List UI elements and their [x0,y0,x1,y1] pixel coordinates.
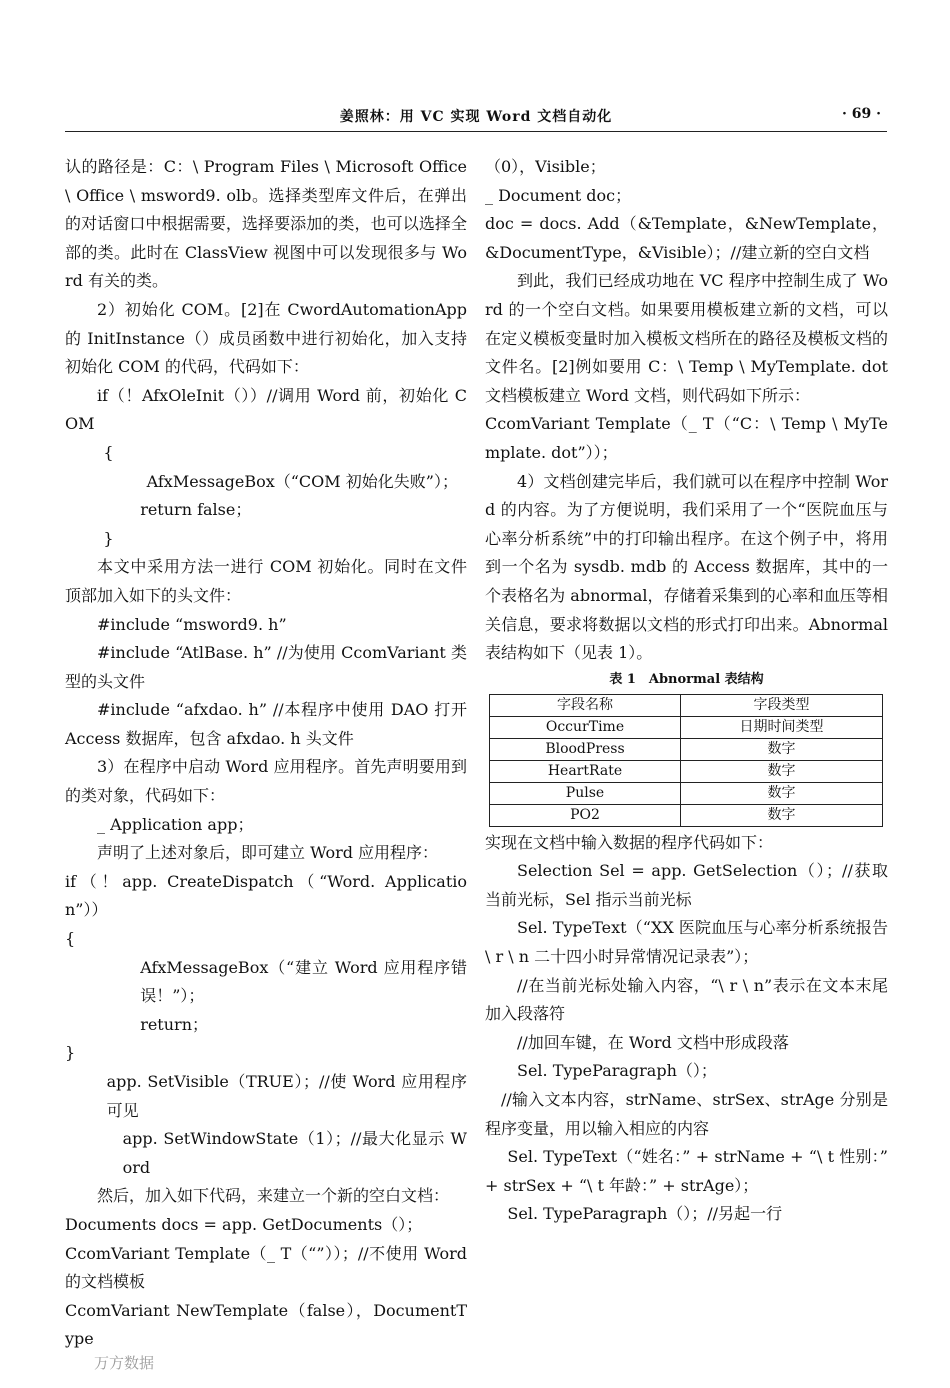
paragraph: 然后，加入如下代码，来建立一个新的空白文档： [97,1186,450,1206]
table-cell: PO2 [490,804,681,826]
paragraph: 到此，我们已经成功地在 VC 程序中控制生成了 Word 的一个空白文档。如果要用模板建立新的文档，可以在定义模板变量时加入模板文档所在的路径及模板文档的文件名。[2]例如要用 C：\ Temp \ MyTemplate. dot 文档模板建立 Word 文档，则代码如下所示： [485,271,888,405]
page-header [65,104,887,132]
paragraph: 4）文档创建完毕后，我们就可以在程序中控制 Word 的内容。为了方便说明，我们采用了一个“医院血压与心率分析系统”中的打印输出程序。在这个例子中，将用到一个名为 sysdb. mdb 的 Access 数据库，其中的一个表格名为 abnormal，存储着采集到的心率和血压等相关信息，要求将数据以文档的形式打印出来。Abnormal 表结构如下（见表 1）。 [485,471,888,663]
code-brace: { [65,929,76,949]
table-cell: BloodPress [490,738,681,760]
running-title: 姜照林：用 VC 实现 Word 文档自动化 [339,109,613,125]
code-line: Selection Sel = app. GetSelection（）；//获取当前光标，Sel 指示当前光标 [485,861,888,909]
table-cell: 数字 [680,760,882,782]
watermark: 万方数据 [94,1354,155,1372]
code-comment: //加回车键，在 Word 文档中形成段落 [517,1032,789,1052]
code-line: if（！AfxOleInit（））//调用 Word 前，初始化 COM [65,385,467,434]
paragraph: 声明了上述对象后，即可建立 Word 应用程序： [97,843,439,863]
code-line: AfxMessageBox（“建立 Word 应用程序错误！”）； [140,957,467,1006]
table-caption: 表 1 Abnormal 表结构 [609,671,764,687]
code-brace: { [103,442,114,462]
code-line: Sel. TypeParagraph（）；//另起一行 [507,1204,783,1224]
code-line: CcomVariant NewTemplate（false），DocumentType [65,1300,467,1349]
page-number: · 69 · [842,106,881,122]
table-row [490,716,883,738]
code-line: return； [140,1014,208,1034]
table-cell: Pulse [490,782,681,804]
table-header-cell: 字段类型 [680,694,882,716]
code-line: Documents docs = app. GetDocuments（）； [65,1214,423,1234]
left-column [65,153,467,1354]
code-line: #include “afxdao. h” //本程序中使用 DAO 打开 Access 数据库，包含 afxdao. h 头文件 [65,700,467,748]
table-row [490,804,883,826]
code-line: Sel. TypeText（“XX 医院血压与心率分析系统报告 \ r \ n 二十四小时异常情况记录表”）； [485,918,888,967]
table-row [490,738,883,760]
code-line: return false； [140,500,252,520]
header-rule [65,131,887,132]
paragraph: 认的路径是：C：\ Program Files \ Microsoft Office \ Office \ msword9. olb。选择类型库文件后，在弹出的对话窗口中根据需要，选择要添加的类，也可以选择全部的类。此时在 ClassView 视图中可以发现很多与 Word 有关的类。 [65,157,467,291]
paragraph: 3）在程序中启动 Word 应用程序。首先声明要用到的类对象，代码如下： [65,757,467,806]
code-brace: } [65,1043,76,1063]
code-line: _ Application app； [97,814,254,834]
table-cell: HeartRate [490,760,681,782]
code-comment: //输入文本内容，strName、strSex、strAge 分别是程序变量，用以输入相应的内容 [485,1090,888,1138]
code-comment: //在当前光标处输入内容，“\ r \ n”表示在文本末尾加入段落符 [485,975,888,1024]
code-line: Sel. TypeText（“姓名：” + strName + “\ t 性别：” + strSex + “\ t 年龄：” + strAge）； [485,1147,888,1195]
code-line: Sel. TypeParagraph（）； [517,1061,717,1081]
code-line: AfxMessageBox（“COM 初始化失败”）； [146,471,458,491]
table-cell: 日期时间类型 [680,716,882,738]
table-header-row [490,694,883,716]
paragraph: 本文中采用方法一进行 COM 初始化。同时在文件顶部加入如下的头文件： [65,557,467,605]
code-line: doc = docs. Add（&Template，&NewTemplate，&DocumentType，&Visible）；//建立新的空白文档 [485,214,888,262]
table-row [490,760,883,782]
table-cell: 数字 [680,782,882,804]
paragraph: 实现在文档中输入数据的程序代码如下： [485,832,774,852]
code-line: app. SetWindowState（1）；//最大化显示 Word [122,1129,467,1177]
table-cell: 数字 [680,804,882,826]
code-line: CcomVariant Template（_ T（“”））；//不使用 Word 的文档模板 [65,1243,467,1292]
paragraph: 2）初始化 COM。[2]在 CwordAutomationApp 的 InitInstance（）成员函数中进行初始化，加入支持初始化 COM 的代码，代码如下： [65,299,467,377]
right-column [485,153,888,1229]
code-brace: } [103,528,114,548]
table-header-cell: 字段名称 [490,694,681,716]
code-line: #include “msword9. h” [97,614,287,634]
table-row [490,782,883,804]
table-cell: OccurTime [490,716,681,738]
code-line: if（！app. CreateDispatch（“Word. Application”）） [65,871,467,920]
code-line: #include “AtlBase. h” //为使用 CcomVariant 类型的头文件 [65,643,467,691]
code-line: （0），Visible； [485,157,606,176]
code-line: CcomVariant Template（_ T（“C：\ Temp \ MyTemplate. dot”））； [485,414,888,462]
code-line: app. SetVisible（TRUE）；//使 Word 应用程序可见 [106,1072,467,1120]
abnormal-table [489,694,883,827]
table-cell: 数字 [680,738,882,760]
code-line: _ Document doc； [485,185,632,205]
